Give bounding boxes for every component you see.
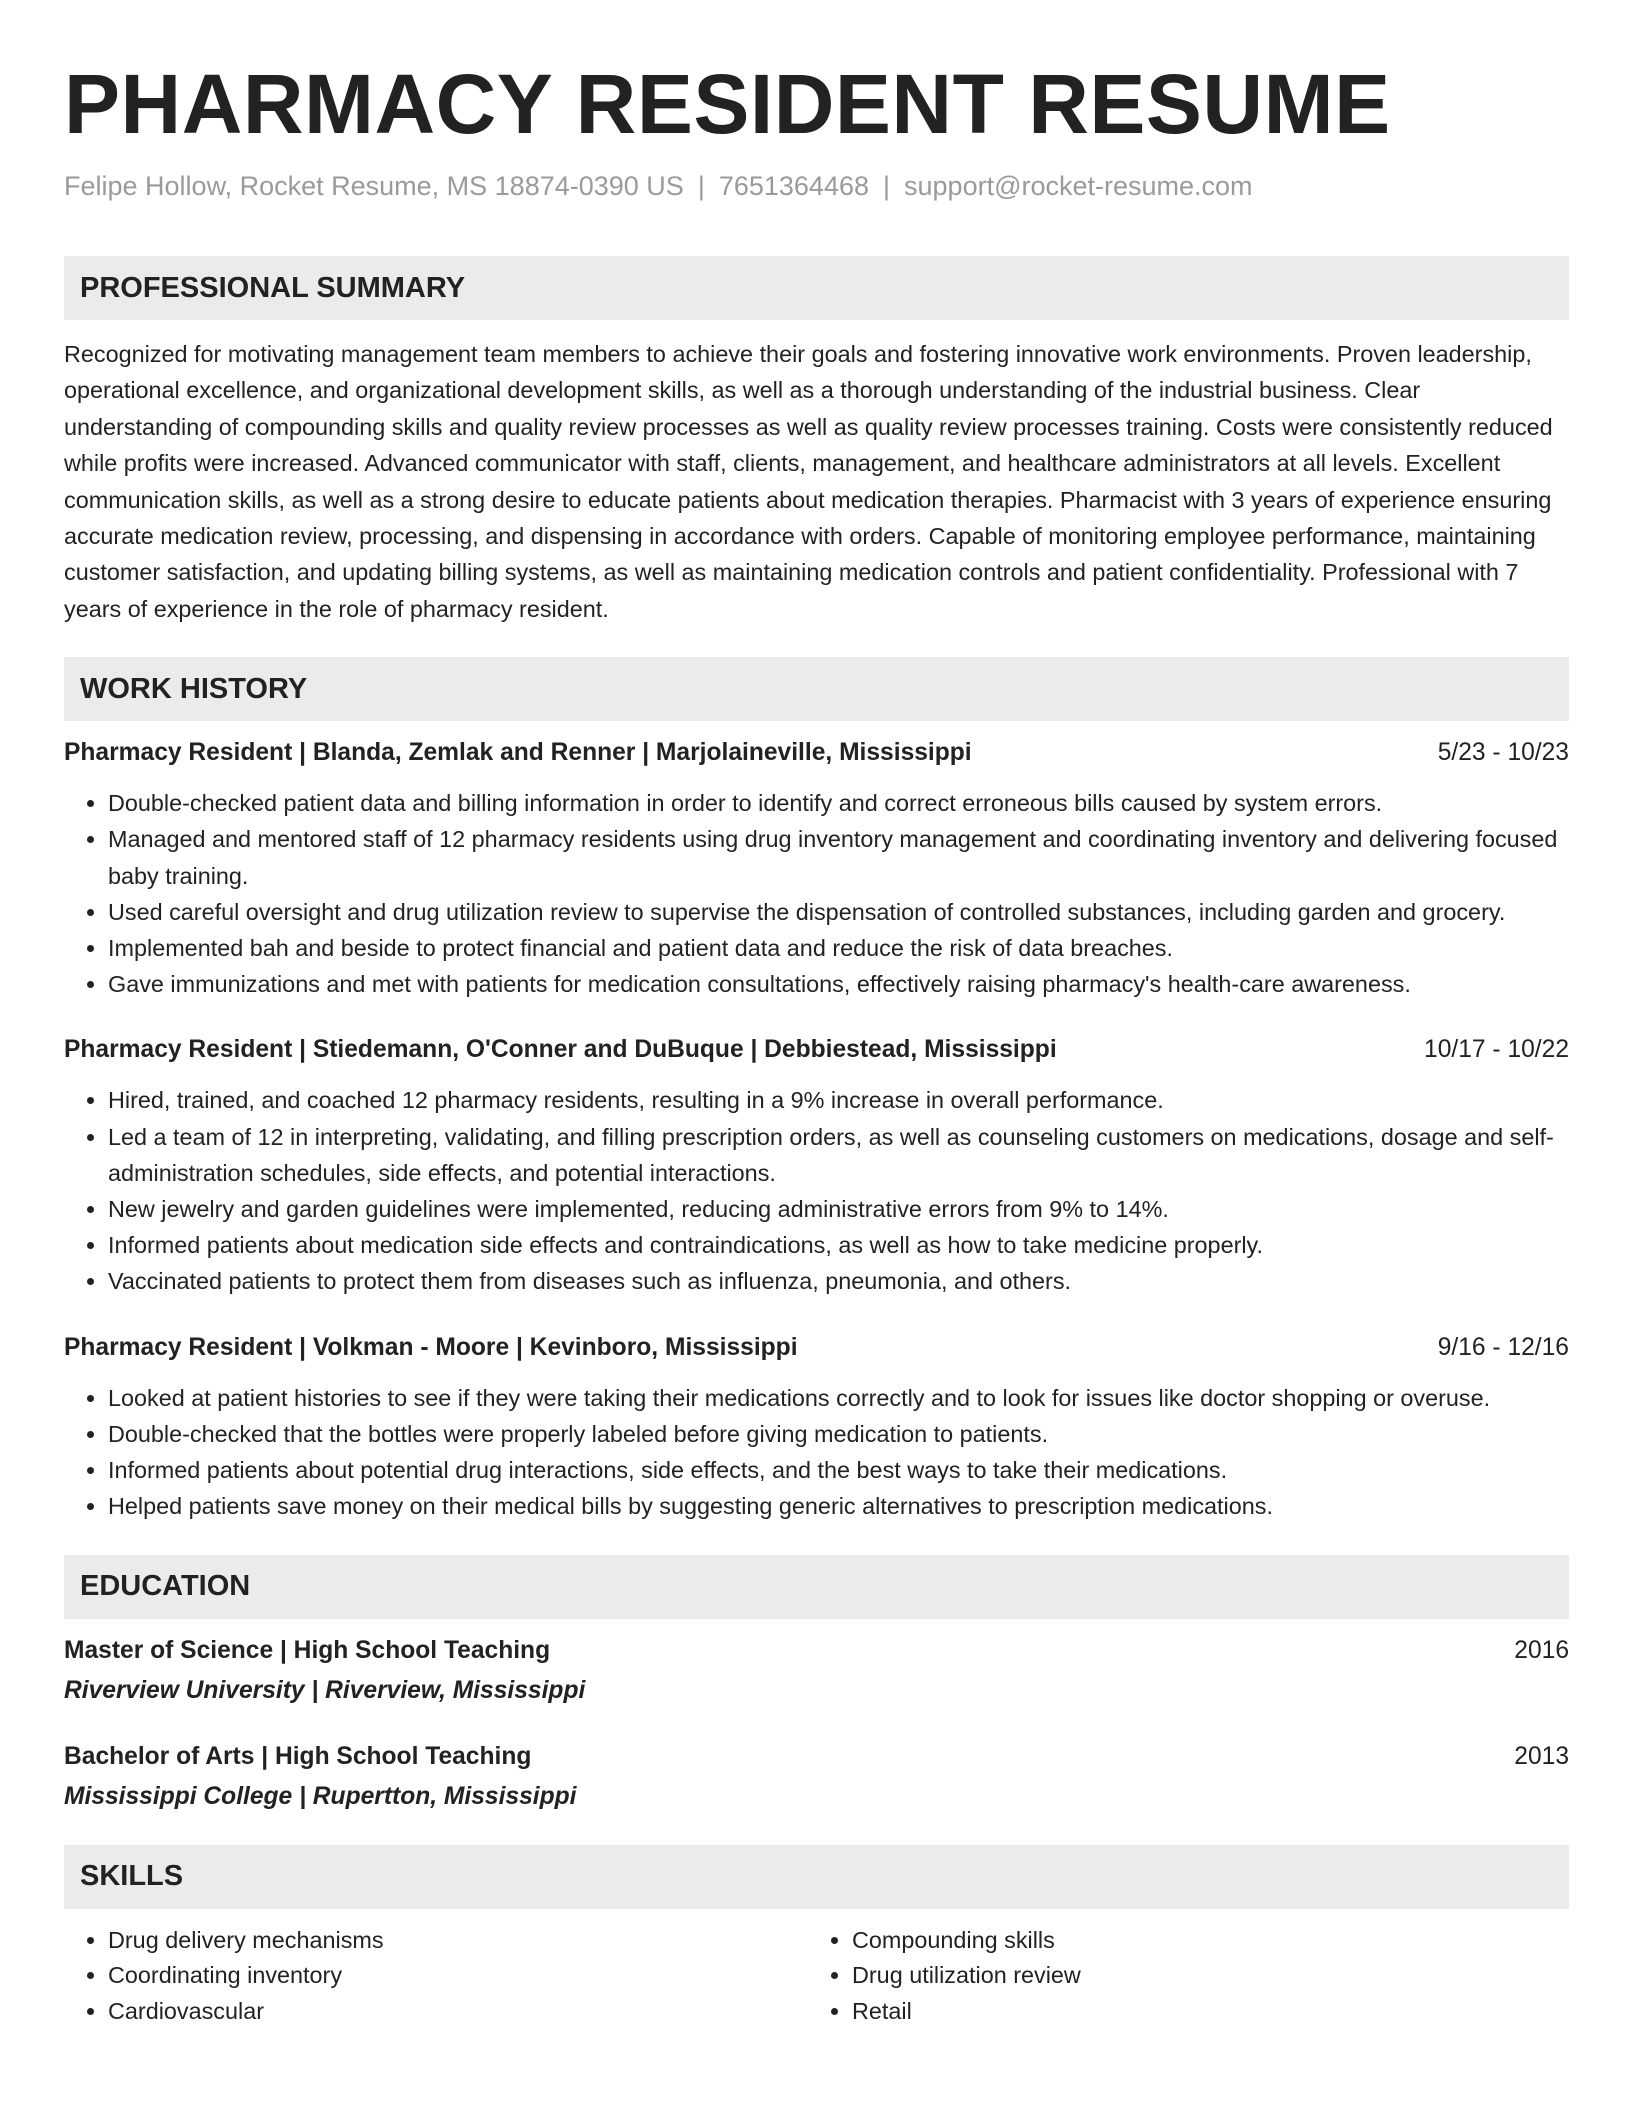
education-entry (64, 1633, 1569, 1709)
job-dates: 9/16 - 12/16 (1437, 1333, 1569, 1361)
education-degree: Bachelor of Arts | High School Teaching (64, 1742, 532, 1770)
contact-email: support@rocket-resume.com (904, 171, 1253, 201)
job-bullet: • Helped patients save money on their medical bills by suggesting generic alternatives to prescription medications. (108, 1488, 1569, 1524)
skill-item: • Drug delivery mechanisms (108, 1923, 808, 1959)
contact-separator: | (697, 171, 705, 201)
job-bullets (64, 1380, 1569, 1525)
job-entry (64, 1330, 1569, 1525)
job-title: Pharmacy Resident | Volkman - Moore | Kevinboro, Mississippi (64, 1333, 798, 1361)
education-school: Riverview University | Riverview, Mississippi (64, 1676, 586, 1704)
job-bullet: • Used careful oversight and drug utilization review to supervise the dispensation of controlled substances, including garden and grocery. (108, 894, 1569, 930)
job-bullet: • Managed and mentored staff of 12 pharmacy residents using drug inventory management and coordinating inventory and delivering focused baby training. (108, 821, 1569, 893)
skill-item: • Retail (852, 1994, 1552, 2030)
skills-column-left (64, 1923, 808, 2030)
skill-item: • Coordinating inventory (108, 1958, 808, 1994)
job-dates: 5/23 - 10/23 (1437, 739, 1569, 767)
education-year: 2013 (1514, 1742, 1569, 1770)
skills-list (64, 1909, 1569, 2030)
job-bullet: • Looked at patient histories to see if they were taking their medications correctly and to look for issues like doctor shopping or overuse. (108, 1380, 1569, 1416)
job-entry (64, 1032, 1569, 1299)
skill-item: • Drug utilization review (852, 1958, 1552, 1994)
contact-separator: | (883, 171, 891, 201)
job-header (64, 1330, 1569, 1366)
job-bullet: • Double-checked that the bottles were properly labeled before giving medication to patients. (108, 1416, 1569, 1452)
job-entry (64, 735, 1569, 1002)
job-bullet: • Double-checked patient data and billing information in order to identify and correct erroneous bills caused by system errors. (108, 785, 1569, 821)
contact-address: Felipe Hollow, Rocket Resume, MS 18874-0390 US (64, 171, 684, 201)
job-bullet: • Gave immunizations and met with patients for medication consultations, effectively raising pharmacy's health-care awareness. (108, 966, 1569, 1002)
education-entry (64, 1739, 1569, 1815)
skill-item: • Compounding skills (852, 1923, 1552, 1959)
job-bullet: • New jewelry and garden guidelines were implemented, reducing administrative errors from 9% to 14%. (108, 1191, 1569, 1227)
skills-column-right (808, 1923, 1552, 2030)
job-bullet: • Hired, trained, and coached 12 pharmacy residents, resulting in a 9% increase in overall performance. (108, 1082, 1569, 1118)
skill-item: • Cardiovascular (108, 1994, 808, 2030)
job-bullet: • Informed patients about medication side effects and contraindications, as well as how to take medicine properly. (108, 1227, 1569, 1263)
education-header (64, 1633, 1569, 1669)
contact-phone: 7651364468 (718, 171, 869, 201)
contact-line (64, 168, 1569, 204)
job-title: Pharmacy Resident | Blanda, Zemlak and Renner | Marjolaineville, Mississippi (64, 739, 972, 767)
education-degree: Master of Science | High School Teaching (64, 1636, 551, 1664)
section-heading-summary: PROFESSIONAL SUMMARY (64, 256, 1569, 320)
job-header (64, 735, 1569, 771)
education-year: 2016 (1514, 1636, 1569, 1664)
section-heading-skills: SKILLS (64, 1845, 1569, 1909)
job-dates: 10/17 - 10/22 (1424, 1036, 1569, 1064)
job-bullet: • Vaccinated patients to protect them from diseases such as influenza, pneumonia, and others. (108, 1263, 1569, 1299)
job-header (64, 1032, 1569, 1068)
resume-title: PHARMACY RESIDENT RESUME (64, 57, 1391, 151)
summary-text: Recognized for motivating management team members to achieve their goals and fostering innovative work environments. Proven leadership, operational excellence, and organizational development skills, as well as a thorough understanding of the industrial business. Clear understanding of compounding skills and quality review processes as well as quality review processes training. Costs were consistently reduced while profits were increased. Advanced communicator with staff, clients, management, and healthcare administrators at all levels. Excellent communication skills, as well as a strong desire to educate patients about medication therapies. Pharmacist with 3 years of experience ensuring accurate medication review, processing, and dispensing in accordance with orders. Capable of monitoring employee performance, maintaining customer satisfaction, and updating billing systems, as well as maintaining medication controls and patient confidentiality. Professional with 7 years of experience in the role of pharmacy resident. (64, 341, 1553, 622)
job-title: Pharmacy Resident | Stiedemann, O'Conner and DuBuque | Debbiestead, Mississippi (64, 1036, 1057, 1064)
job-bullet: • Led a team of 12 in interpreting, validating, and filling prescription orders, as well as counseling customers on medications, dosage and self-administration schedules, side effects, and potential interactions. (108, 1119, 1569, 1191)
section-heading-education: EDUCATION (64, 1555, 1569, 1619)
education-school: Mississippi College | Rupertton, Mississippi (64, 1782, 577, 1810)
job-bullets (64, 1082, 1569, 1299)
section-heading-work-history: WORK HISTORY (64, 657, 1569, 721)
job-bullets (64, 785, 1569, 1002)
education-header (64, 1739, 1569, 1775)
job-bullet: • Implemented bah and beside to protect financial and patient data and reduce the risk of data breaches. (108, 930, 1569, 966)
resume-page (64, 56, 1569, 2029)
job-bullet: • Informed patients about potential drug interactions, side effects, and the best ways to take their medications. (108, 1452, 1569, 1488)
